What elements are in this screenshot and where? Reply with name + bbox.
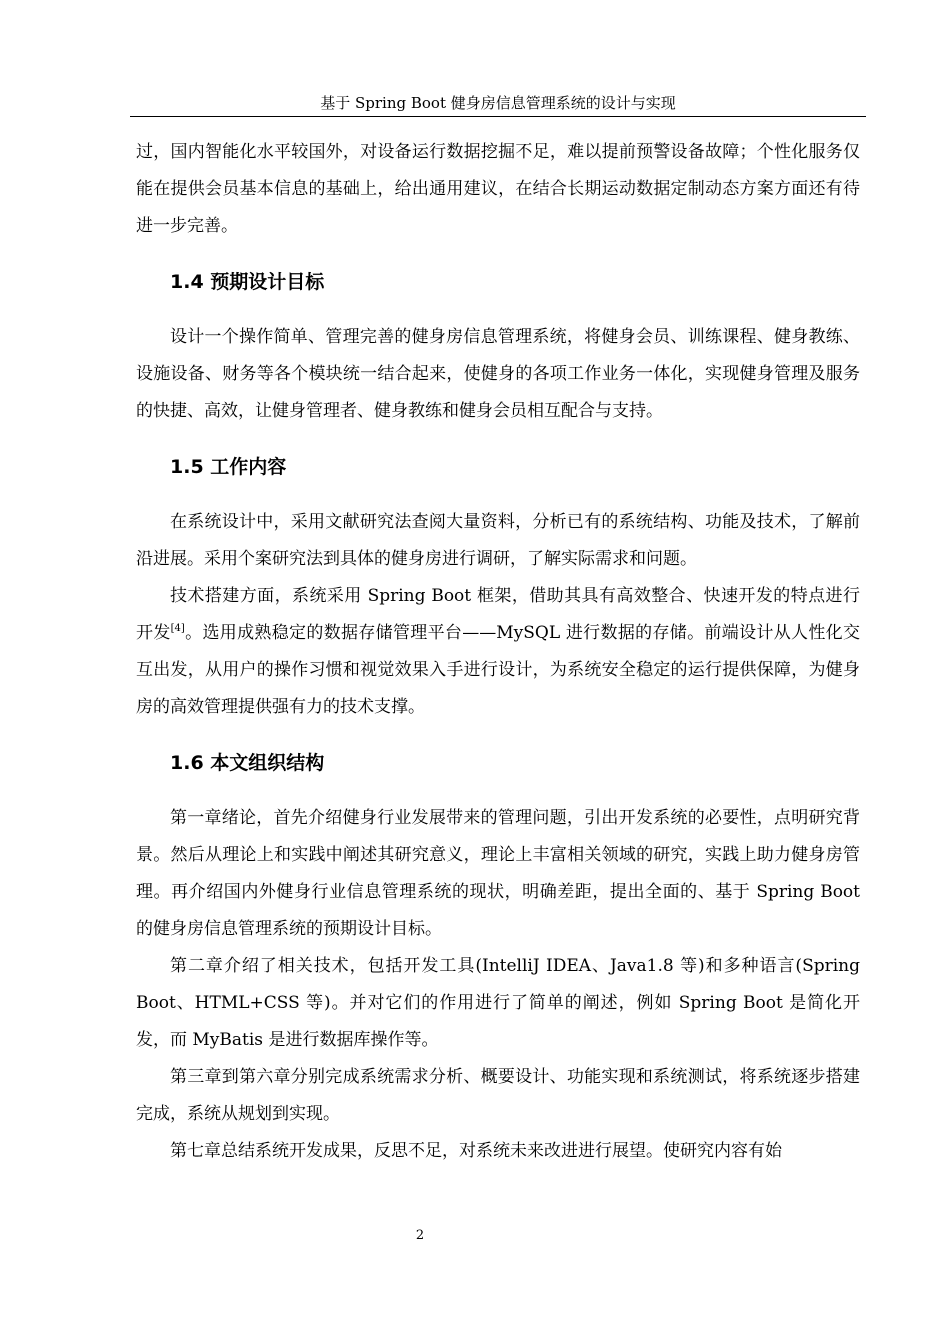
- paragraph-with-citation: [136, 578, 860, 726]
- paragraph: 第二章介绍了相关技术，包括开发工具(IntelliJ IDEA、Java1.8 等)和多种语言(Spring Boot、HTML+CSS 等)。并对它们的作用进行了简单的阐述，例如 Spring Boot 是简化开发，而 MyBatis 是进行数据库操作等。: [136, 956, 860, 1050]
- paragraph: 第三章到第六章分别完成系统需求分析、概要设计、功能实现和系统测试，将系统逐步搭建完成，系统从规划到实现。: [136, 1067, 860, 1124]
- section-heading-1-6: 1.6 本文组织结构: [170, 752, 325, 774]
- running-header: 基于 Spring Boot 健身房信息管理系统的设计与实现: [320, 94, 676, 112]
- paragraph: 在系统设计中，采用文献研究法查阅大量资料，分析已有的系统结构、功能及技术，了解前沿进展。采用个案研究法到具体的健身房进行调研，了解实际需求和问题。: [136, 512, 860, 569]
- page-number: 2: [415, 1228, 425, 1243]
- paragraph-continued: 过，国内智能化水平较国外，对设备运行数据挖掘不足，难以提前预警设备故障；个性化服务仅能在提供会员基本信息的基础上，给出通用建议，在结合长期运动数据定制动态方案方面还有待进一步完善。: [136, 142, 860, 236]
- paragraph: 第一章绪论，首先介绍健身行业发展带来的管理问题，引出开发系统的必要性，点明研究背景。然后从理论上和实践中阐述其研究意义，理论上丰富相关领域的研究，实践上助力健身房管理。再介绍国内外健身行业信息管理系统的现状，明确差距，提出全面的、基于 Spring Boot 的健身房信息管理系统的预期设计目标。: [136, 808, 860, 939]
- paragraph-text: 技术搭建方面，系统采用 Spring Boot 框架，借助其具有高效整合、快速开发的特点进行开发: [136, 586, 860, 643]
- header-rule: [130, 116, 866, 117]
- paragraph: 第七章总结系统开发成果，反思不足，对系统未来改进进行展望。使研究内容有始: [170, 1141, 782, 1161]
- paragraph-text: 。选用成熟稳定的数据存储管理平台——MySQL 进行数据的存储。前端设计从人性化交互出发，从用户的操作习惯和视觉效果入手进行设计，为系统安全稳定的运行提供保障，为健身房的高效管理提供强有力的技术支撑。: [136, 623, 860, 717]
- paragraph: 设计一个操作简单、管理完善的健身房信息管理系统，将健身会员、训练课程、健身教练、设施设备、财务等各个模块统一结合起来，使健身的各项工作业务一体化，实现健身管理及服务的快捷、高效，让健身管理者、健身教练和健身会员相互配合与支持。: [136, 327, 860, 421]
- citation-ref: [4]: [170, 623, 185, 634]
- section-heading-1-5: 1.5 工作内容: [170, 456, 287, 478]
- page-body: [136, 134, 860, 1170]
- section-heading-1-4: 1.4 预期设计目标: [170, 271, 325, 293]
